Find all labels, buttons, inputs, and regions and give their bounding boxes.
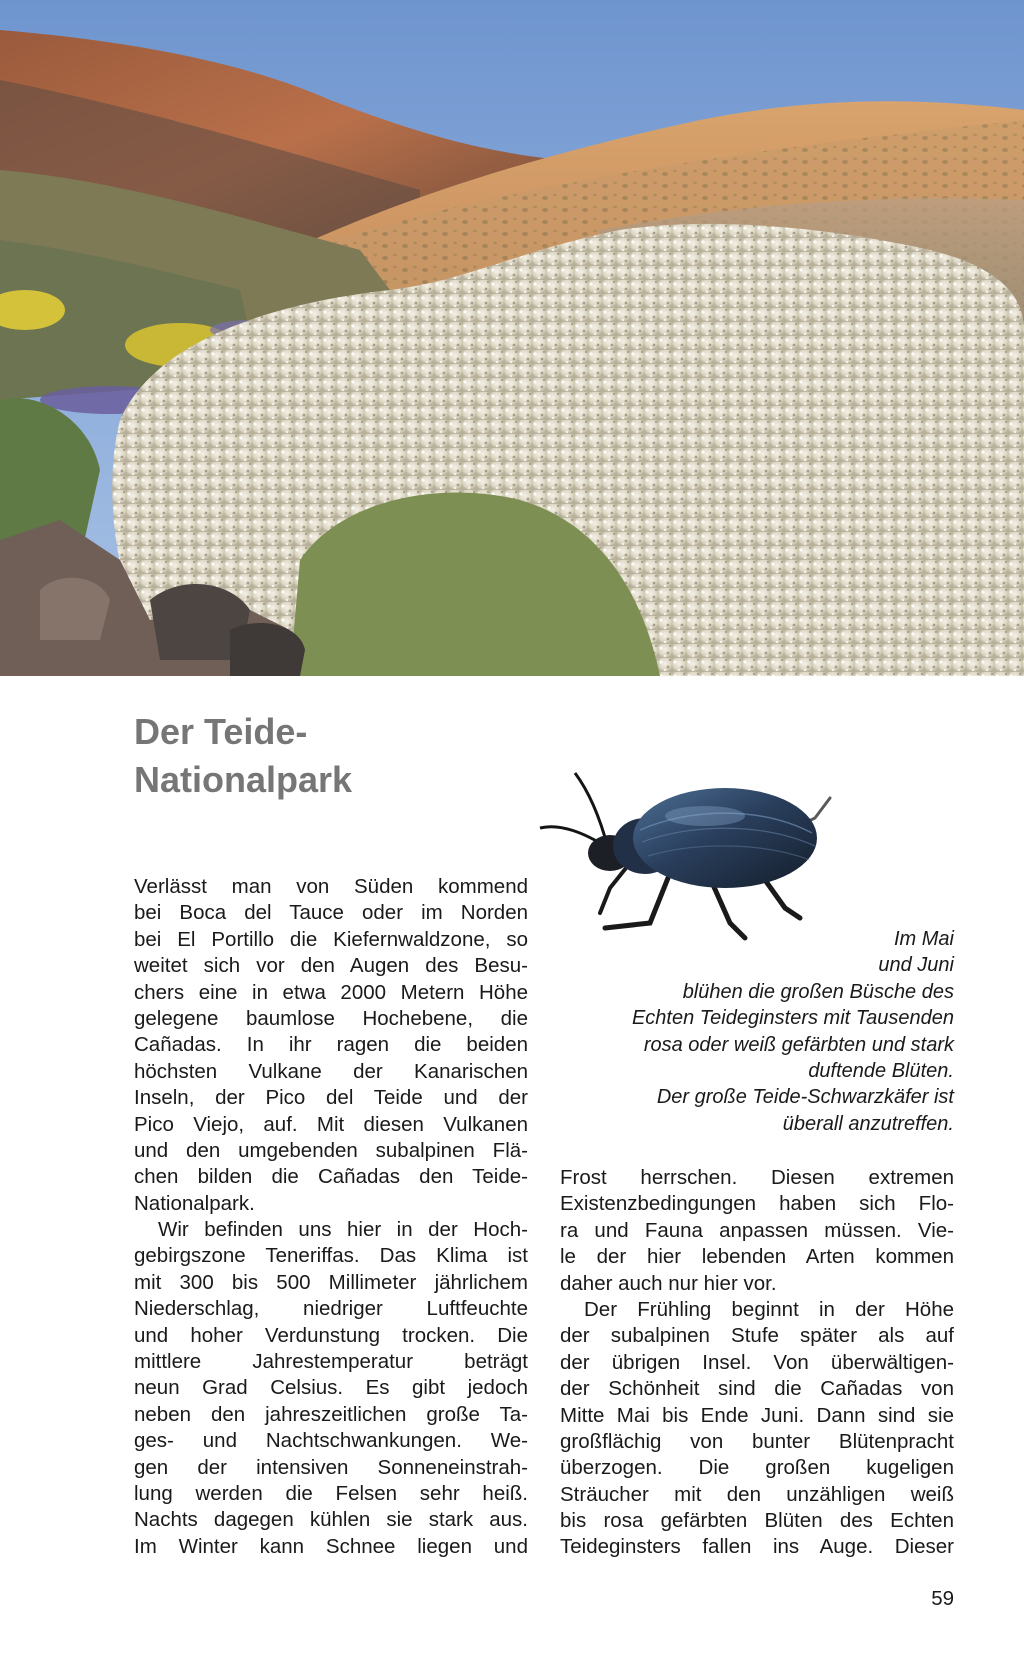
title-line: Der Teide-	[134, 711, 308, 752]
text-line: Cañadas. In ihr ragen die beiden	[134, 1033, 528, 1057]
text-line: höchsten Vulkane der Kanarischen	[134, 1059, 528, 1083]
image-caption	[554, 926, 954, 1137]
text-line: chen bilden die Cañadas den Teide-	[134, 1165, 528, 1189]
caption-line: Im Mai	[894, 928, 954, 950]
text-line: der Schönheit sind die Cañadas von	[560, 1377, 954, 1401]
caption-line: Der große Teide-Schwarzkäfer ist	[656, 1086, 954, 1109]
text-line: und den umgebenden subalpinen Flä-	[134, 1138, 528, 1162]
body-text-right-column	[560, 1165, 954, 1561]
text-line: gebirgszone Teneriffas. Das Klima ist	[134, 1244, 528, 1268]
page-title	[134, 708, 474, 804]
text-line: bei Boca del Tauce oder im Norden	[134, 901, 528, 925]
text-line: lung werden die Felsen sehr heiß.	[134, 1481, 528, 1505]
title-line: Nationalpark	[134, 759, 353, 800]
text-line: neun Grad Celsius. Es gibt jedoch	[134, 1376, 528, 1400]
text-line: Nationalpark.	[134, 1191, 255, 1215]
text-line: bis rosa gefärbten Blüten des Echten	[560, 1509, 954, 1533]
caption-line: und Juni	[878, 954, 954, 977]
text-line: weitet sich vor den Augen des Besu-	[134, 954, 528, 978]
beetle-illustration	[530, 738, 870, 948]
text-line: Sträucher mit den unzähligen weiß	[560, 1482, 954, 1506]
text-line: bei El Portillo die Kiefernwaldzone, so	[134, 927, 528, 951]
text-line: Inseln, der Pico del Teide und der	[134, 1086, 528, 1110]
text-line: Existenzbedingungen haben sich Flo-	[560, 1192, 954, 1216]
text-line: großflächig von bunter Blütenpracht	[560, 1429, 954, 1453]
caption-line: duftende Blüten.	[808, 1060, 954, 1083]
caption-line: rosa oder weiß gefärbten und stark	[643, 1033, 954, 1056]
text-line: Nachts dagegen kühlen sie stark aus.	[134, 1508, 528, 1532]
text-line: Niederschlag, niedriger Luftfeuchte	[134, 1297, 528, 1321]
text-line: Verlässt man von Süden kommend	[134, 875, 528, 898]
text-line: mit 300 bis 500 Millimeter jährlichem	[134, 1270, 528, 1294]
text-line: Mitte Mai bis Ende Juni. Dann sind sie	[560, 1403, 954, 1427]
text-line: der übrigen Insel. Von überwältigen-	[560, 1350, 954, 1374]
text-line: überzogen. Die großen kugeligen	[560, 1456, 954, 1480]
text-line: ges- und Nachtschwankungen. We-	[134, 1429, 528, 1453]
text-line: ra und Fauna anpassen müssen. Vie-	[560, 1218, 954, 1242]
landscape-photo	[0, 0, 1024, 676]
text-line: mittlere Jahrestemperatur beträgt	[134, 1350, 528, 1374]
caption-line: Echten Teideginsters mit Tausenden	[631, 1007, 954, 1030]
text-line: und hoher Verdunstung trocken. Die	[134, 1323, 528, 1347]
text-line: Frost herrschen. Diesen extremen	[560, 1166, 954, 1189]
text-line: der subalpinen Stufe später als auf	[560, 1324, 954, 1348]
text-line: gelegene baumlose Hochebene, die	[134, 1006, 528, 1030]
text-line: le der hier lebenden Arten kommen	[560, 1245, 954, 1269]
text-line: Teideginsters fallen ins Auge. Dieser	[560, 1535, 954, 1559]
text-line: gen der intensiven Sonneneinstrah-	[134, 1455, 528, 1479]
caption-line: überall anzutreffen.	[782, 1112, 954, 1135]
text-line: Pico Viejo, auf. Mit diesen Vulkanen	[134, 1112, 528, 1136]
body-text-left-column	[134, 874, 528, 1560]
text-line: Wir befinden uns hier in der Hoch-	[158, 1218, 528, 1242]
text-line: daher auch nur hier vor.	[560, 1271, 777, 1295]
text-line: neben den jahreszeitlichen große Ta-	[134, 1402, 528, 1426]
text-line: chers eine in etwa 2000 Metern Höhe	[134, 980, 528, 1004]
caption-line: blühen die großen Büsche des	[682, 980, 954, 1003]
text-line: Im Winter kann Schnee liegen und	[134, 1534, 528, 1558]
text-line: Der Frühling beginnt in der Höhe	[584, 1297, 954, 1321]
page-number: 59	[931, 1587, 954, 1610]
